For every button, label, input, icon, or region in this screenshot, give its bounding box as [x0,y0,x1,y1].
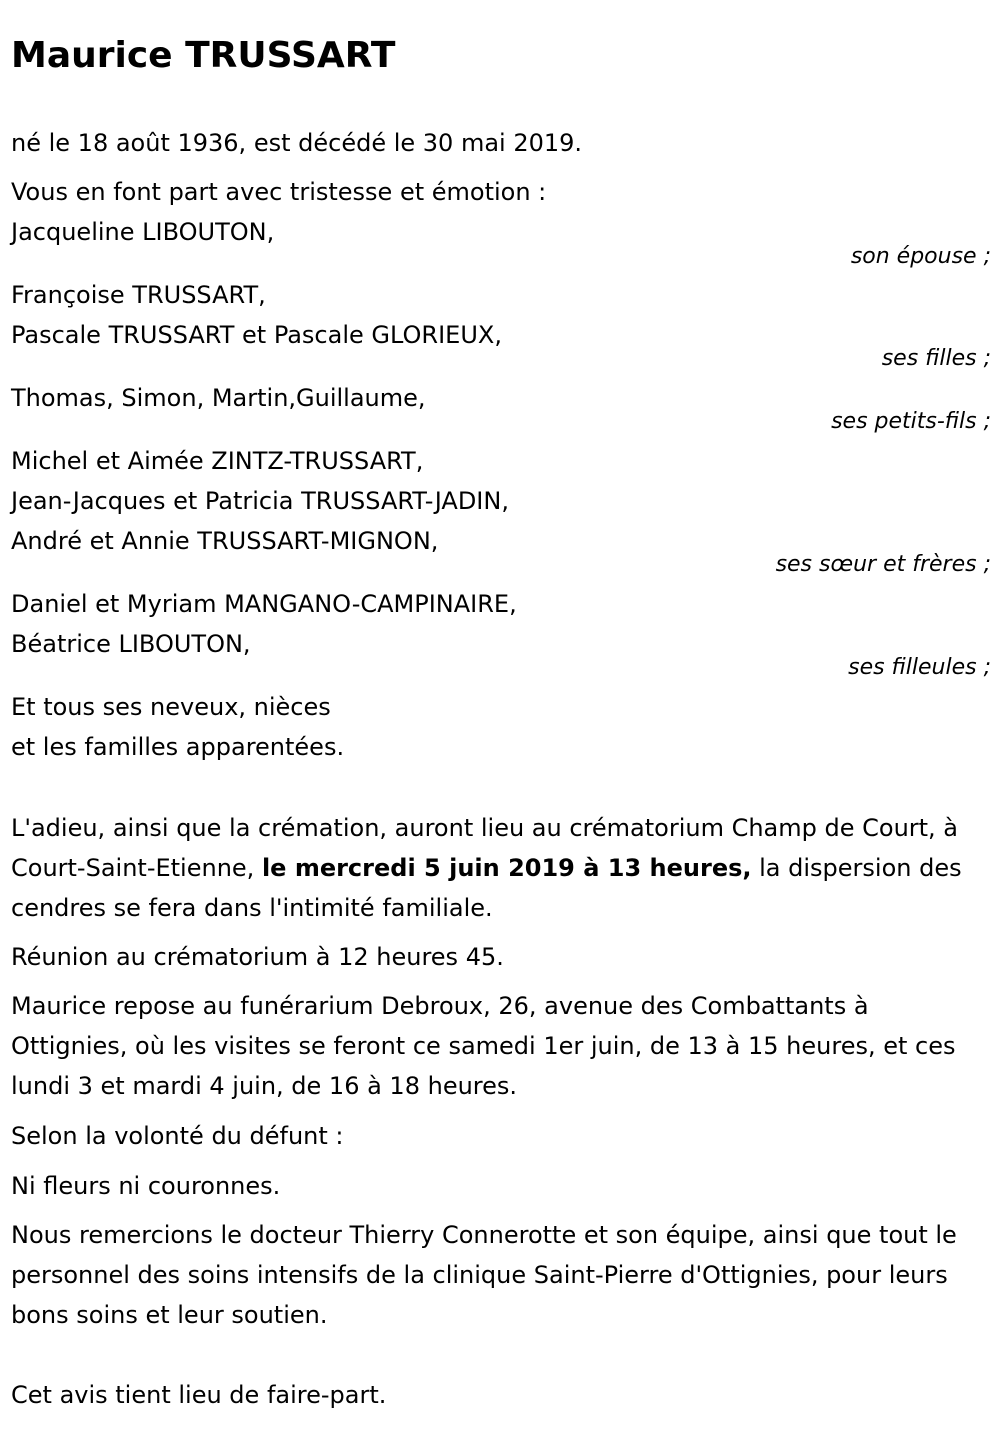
family-closing-line: et les familles apparentées. [11,733,345,761]
family-member: André et Annie TRUSSART-MIGNON, [11,527,439,555]
family-member: Michel et Aimée ZINTZ-TRUSSART, [11,447,424,475]
birth-death-line: né le 18 août 1936, est décédé le 30 mai 2019. [11,129,583,157]
no-flowers-paragraph: Ni fleurs ni couronnes. [11,1172,281,1200]
role-label-goddaughters: ses filleules ; [848,655,991,680]
family-closing-line: Et tous ses neveux, nièces [11,693,331,721]
family-group-siblings [11,441,991,561]
family-closing [11,687,991,767]
ceremony-text-after: la dispersion des cendres se fera dans l'intimité familiale. [11,854,962,922]
family-group-goddaughters [11,584,991,664]
role-label-spouse: son épouse ; [850,244,991,269]
family-member: Béatrice LIBOUTON, [11,630,251,658]
thanks-paragraph: Nous remercions le docteur Thierry Connerotte et son équipe, ainsi que tout le personnel des soins intensifs de la clinique Saint-Pierre d'Ottignies, pour leurs bons soins et leur soutien. [11,1221,957,1329]
closing-paragraph: Cet avis tient lieu de faire-part. [11,1381,387,1409]
role-label-daughters: ses filles ; [881,346,991,371]
page-title: Maurice TRUSSART [11,35,396,76]
family-member: Pascale TRUSSART et Pascale GLORIEUX, [11,321,502,349]
family-member: Thomas, Simon, Martin,Guillaume, [11,384,426,412]
role-label-grandsons: ses petits-fils ; [831,409,991,434]
role-label-siblings: ses sœur et frères ; [775,552,991,577]
visit-paragraph: Maurice repose au funérarium Debroux, 26, avenue des Combattants à Ottignies, où les visites se feront ce samedi 1er juin, de 13 à 15 heures, et ces lundi 3 et mardi 4 juin, de 16 à 18 heures. [11,992,956,1100]
wish-paragraph: Selon la volonté du défunt : [11,1122,344,1150]
family-group-spouse [11,212,991,252]
ceremony-date: le mercredi 5 juin 2019 à 13 heures, [261,854,752,882]
intro-line: Vous en font part avec tristesse et émotion : [11,178,547,206]
ceremony-text: L'adieu, ainsi que la crémation, auront lieu au crématorium Champ de Court, à Court-Saint-Etienne, [11,814,959,882]
family-member: Jacqueline LIBOUTON, [11,218,275,246]
family-member: Jean-Jacques et Patricia TRUSSART-JADIN, [11,487,509,515]
ceremony-paragraph [11,808,991,928]
family-group-daughters [11,275,991,355]
family-member: Françoise TRUSSART, [11,281,266,309]
family-member: Daniel et Myriam MANGANO-CAMPINAIRE, [11,590,517,618]
reunion-paragraph: Réunion au crématorium à 12 heures 45. [11,943,504,971]
